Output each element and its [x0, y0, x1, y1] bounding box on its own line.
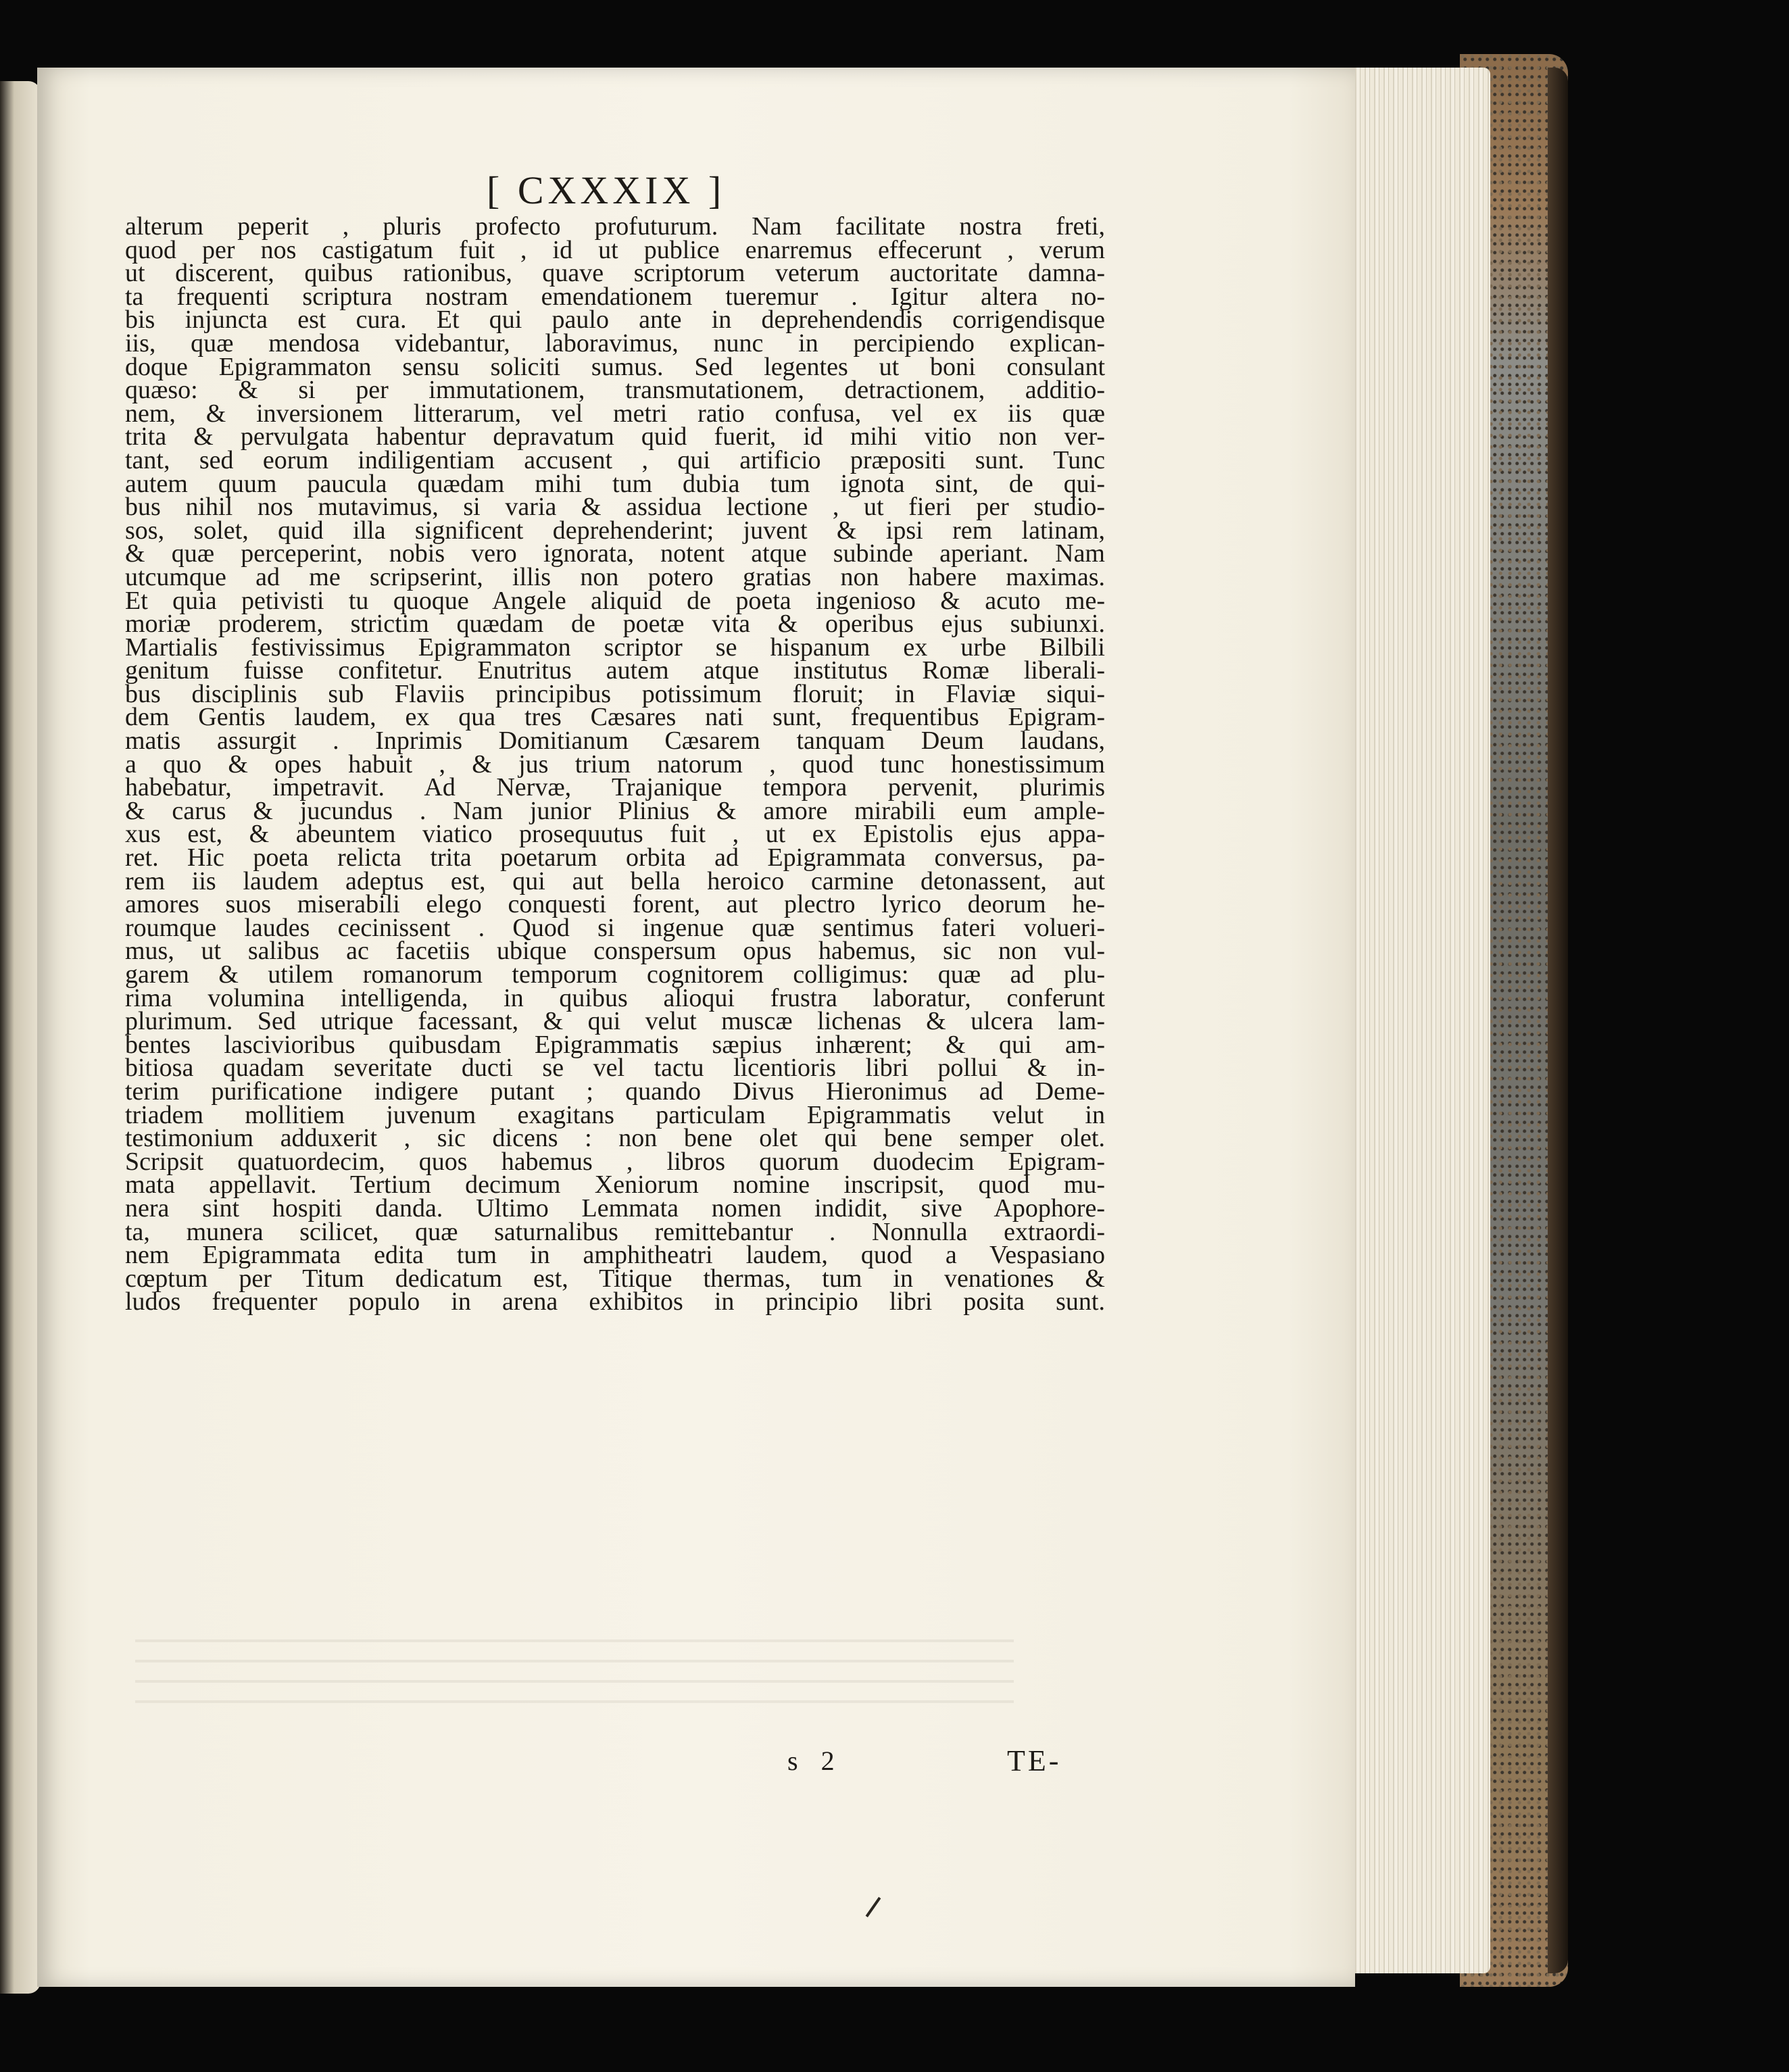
text-line: rima volumina intelligenda, in quibus alioqui frustra laboratur, conferunt: [125, 983, 1105, 1012]
text-line: rem iis laudem adeptus est, qui aut bella heroico carmine detonassent, aut: [125, 866, 1105, 895]
text-line: a quo & opes habuit , & jus trium natorum , quod tunc honestissimum: [125, 749, 1105, 779]
text-line: bitiosa quadam severitate ducti se vel tactu licentioris libri pollui & in-: [125, 1054, 1105, 1083]
text-line: genitum fuisse confitetur. Enutritus autem atque institutus Romæ liberali-: [125, 656, 1105, 685]
text-line: mus, ut salibus ac facetiis ubique conspersum opus habemus, sic non vul-: [125, 937, 1105, 966]
text-line: quod per nos castigatum fuit , id ut publice enarremus effecerunt , verum: [125, 235, 1105, 264]
text-line: nem, & inversionem litterarum, vel metri ratio confusa, vel ex iis quæ: [125, 399, 1105, 428]
text-line: & quæ perceperint, nobis vero ignorata, notent atque subinde aperiant. Nam: [125, 539, 1105, 568]
text-line: Scripsit quatuordecim, quos habemus , libros quorum duodecim Epigram-: [125, 1147, 1105, 1176]
page-number-heading: [ CXXXIX ]: [487, 168, 726, 212]
text-line: plurimum. Sed utrique facessant, & qui velut muscæ lichenas & ulcera lam-: [125, 1007, 1105, 1036]
text-line: moriæ proderem, strictim quædam de poetæ vita & operibus ejus subiunxi.: [125, 610, 1105, 639]
previous-page-edge: [0, 81, 41, 1994]
text-line: dem Gentis laudem, ex qua tres Cæsares nati sunt, frequentibus Epigram-: [125, 703, 1105, 732]
text-line: tant, sed eorum indiligentiam accusent , qui artificio præpositi sunt. Tunc: [125, 445, 1105, 474]
text-line: terim purificatione indigere putant ; quando Divus Hieronimus ad Deme-: [125, 1077, 1105, 1106]
text-line: testimonium adduxerit , sic dicens : non bene olet qui bene semper olet.: [125, 1124, 1105, 1153]
body-text: [125, 212, 1105, 1316]
text-line: triadem mollitiem juvenum exagitans particulam Epigrammatis velut in: [125, 1100, 1105, 1129]
text-line: Martialis festivissimus Epigrammaton scriptor se hispanum ex urbe Bilbili: [125, 633, 1105, 662]
text-line: mata appellavit. Tertium decimum Xeniorum nomine inscripsit, quod mu-: [125, 1170, 1105, 1200]
show-through-text: [135, 1622, 1014, 1703]
text-line: autem quum paucula quædam mihi tum dubia tum ignota sint, de qui-: [125, 469, 1105, 498]
text-line: quæso: & si per immutationem, transmutationem, detractionem, additio-: [125, 376, 1105, 405]
cover-edge: [1548, 68, 1568, 1973]
text-line: garem & utilem romanorum temporum cognitorem colligimus: quæ ad plu-: [125, 960, 1105, 989]
text-line: sos, solet, quid illa significent deprehenderint; juvent & ipsi rem latinam,: [125, 516, 1105, 545]
text-line: bentes lascivioribus quibusdam Epigrammatis sæpius inhærent; & qui am-: [125, 1030, 1105, 1059]
text-line: alterum peperit , pluris profecto profuturum. Nam facilitate nostra freti,: [125, 212, 1105, 241]
text-line: Et quia petivisti tu quoque Angele aliquid de poeta ingenioso & acuto me-: [125, 586, 1105, 615]
text-line: iis, quæ mendosa videbantur, laboravimus, nunc in percipiendo explican-: [125, 328, 1105, 357]
text-line: & carus & jucundus . Nam junior Plinius & amore mirabili eum ample-: [125, 796, 1105, 825]
text-line: ta, munera scilicet, quæ saturnalibus remittebantur . Nonnulla extraordi-: [125, 1217, 1105, 1246]
text-line: roumque laudes cecinissent . Quod si ingenue quæ sentimus fateri volueri-: [125, 913, 1105, 942]
text-line: trita & pervulgata habentur depravatum quid fuerit, id mihi vitio non ver-: [125, 422, 1105, 451]
text-line: matis assurgit . Inprimis Domitianum Cæsarem tanquam Deum laudans,: [125, 726, 1105, 756]
page-block-edges: [1342, 68, 1490, 1973]
signature-mark: s 2: [787, 1746, 843, 1776]
text-line: bis injuncta est cura. Et qui paulo ante in deprehendendis corrigendisque: [125, 305, 1105, 335]
text-line: amores suos miserabili elego conquesti forent, aut plectro lyrico deorum he-: [125, 890, 1105, 919]
text-line: xus est, & abeuntem viatico prosequutus fuit , ut ex Epistolis ejus appa-: [125, 820, 1105, 849]
text-line: habebatur, impetravit. Ad Nervæ, Trajanique tempora pervenit, plurimis: [125, 773, 1105, 802]
text-line: nem Epigrammata edita tum in amphitheatri laudem, quod a Vespasiano: [125, 1241, 1105, 1270]
text-line: ut discerent, quibus rationibus, quave scriptorum veterum auctoritate damna-: [125, 259, 1105, 288]
catchword: TE-: [1007, 1744, 1062, 1777]
text-line: ta frequenti scriptura nostram emendationem tueremur . Igitur altera no-: [125, 282, 1105, 311]
text-line: nera sint hospiti danda. Ultimo Lemmata nomen indidit, sive Apophore-: [125, 1193, 1105, 1223]
text-line: utcumque ad me scripserint, illis non potero gratias non habere maximas.: [125, 562, 1105, 591]
text-line: bus disciplinis sub Flaviis principibus potissimum floruit; in Flaviæ siqui-: [125, 679, 1105, 708]
text-line: doque Epigrammaton sensu soliciti sumus. Sed legentes ut boni consulant: [125, 352, 1105, 381]
text-line: ret. Hic poeta relicta trita poetarum orbita ad Epigrammata conversus, pa-: [125, 843, 1105, 872]
text-line: ludos frequenter populo in arena exhibitos in principio libri posita sunt.: [125, 1287, 1105, 1316]
text-line: cœptum per Titum dedicatum est, Titique thermas, tum in venationes &: [125, 1264, 1105, 1293]
text-line: bus nihil nos mutavimus, si varia & assidua lectione , ut fieri per studio-: [125, 493, 1105, 522]
